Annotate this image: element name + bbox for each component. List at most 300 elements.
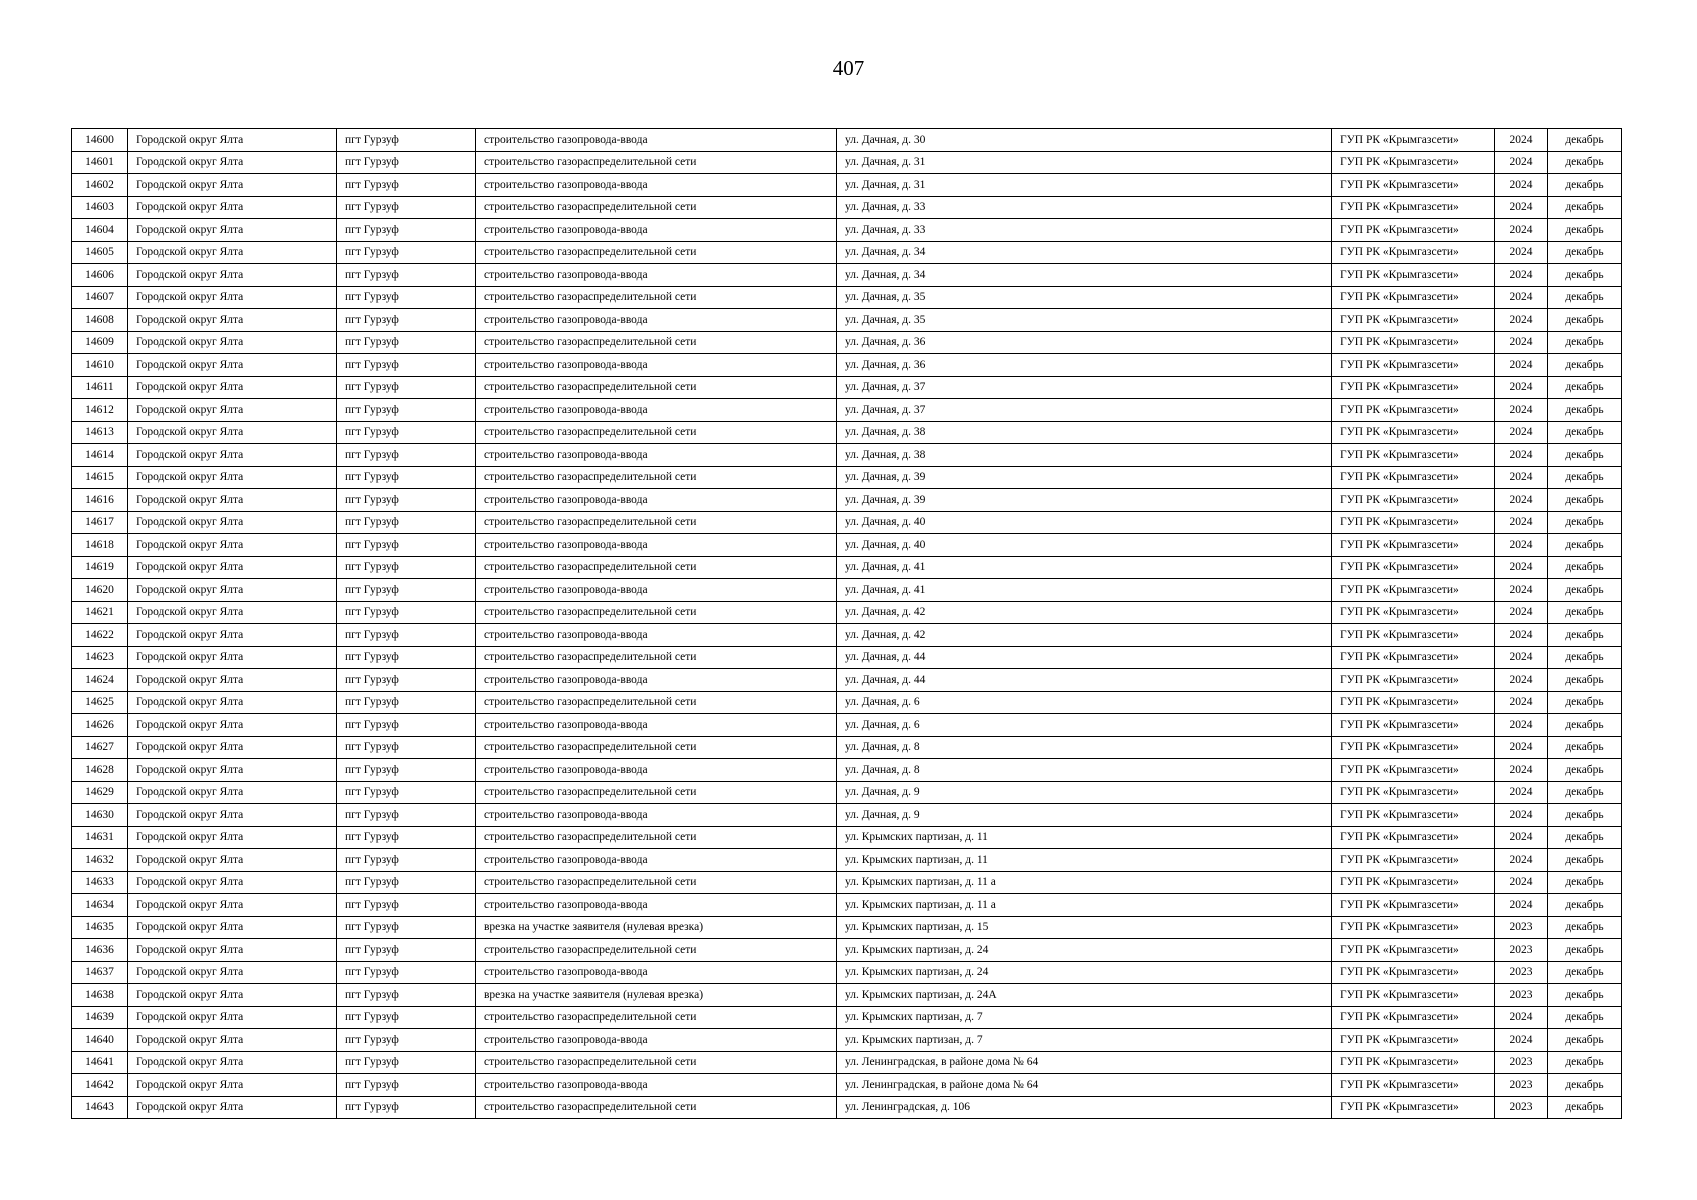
organization-cell: ГУП РК «Крымгазсети» bbox=[1332, 579, 1495, 602]
month-cell: декабрь bbox=[1548, 804, 1622, 827]
address-cell: ул. Дачная, д. 37 bbox=[837, 399, 1332, 422]
page-number: 407 bbox=[832, 56, 865, 80]
year-cell: 2024 bbox=[1495, 669, 1548, 692]
table-row bbox=[72, 736, 1622, 759]
work-type-cell: строительство газораспределительной сети bbox=[476, 556, 837, 579]
year-cell: 2024 bbox=[1495, 1006, 1548, 1029]
address-cell: ул. Дачная, д. 37 bbox=[837, 376, 1332, 399]
settlement-cell: пгт Гурзуф bbox=[337, 916, 476, 939]
work-type-cell: строительство газопровода-ввода bbox=[476, 579, 837, 602]
record-number-cell: 14619 bbox=[72, 556, 128, 579]
work-type-cell: строительство газопровода-ввода bbox=[476, 714, 837, 737]
year-cell: 2024 bbox=[1495, 219, 1548, 242]
month-cell: декабрь bbox=[1548, 849, 1622, 872]
table-row bbox=[72, 826, 1622, 849]
month-cell: декабрь bbox=[1548, 1074, 1622, 1097]
organization-cell: ГУП РК «Крымгазсети» bbox=[1332, 331, 1495, 354]
record-number-cell: 14601 bbox=[72, 151, 128, 174]
organization-cell: ГУП РК «Крымгазсети» bbox=[1332, 219, 1495, 242]
month-cell: декабрь bbox=[1548, 1029, 1622, 1052]
table-row bbox=[72, 444, 1622, 467]
address-cell: ул. Дачная, д. 30 bbox=[837, 129, 1332, 152]
district-cell: Городской округ Ялта bbox=[128, 309, 337, 332]
organization-cell: ГУП РК «Крымгазсети» bbox=[1332, 759, 1495, 782]
year-cell: 2024 bbox=[1495, 174, 1548, 197]
district-cell: Городской округ Ялта bbox=[128, 849, 337, 872]
district-cell: Городской округ Ялта bbox=[128, 736, 337, 759]
district-cell: Городской округ Ялта bbox=[128, 354, 337, 377]
table-row bbox=[72, 1096, 1622, 1119]
year-cell: 2024 bbox=[1495, 129, 1548, 152]
record-number-cell: 14629 bbox=[72, 781, 128, 804]
work-type-cell: строительство газопровода-ввода bbox=[476, 264, 837, 287]
record-number-cell: 14615 bbox=[72, 466, 128, 489]
year-cell: 2024 bbox=[1495, 646, 1548, 669]
settlement-cell: пгт Гурзуф bbox=[337, 1051, 476, 1074]
year-cell: 2024 bbox=[1495, 399, 1548, 422]
settlement-cell: пгт Гурзуф bbox=[337, 736, 476, 759]
organization-cell: ГУП РК «Крымгазсети» bbox=[1332, 1051, 1495, 1074]
year-cell: 2024 bbox=[1495, 151, 1548, 174]
district-cell: Городской округ Ялта bbox=[128, 241, 337, 264]
record-number-cell: 14632 bbox=[72, 849, 128, 872]
district-cell: Городской округ Ялта bbox=[128, 511, 337, 534]
address-cell: ул. Ленинградская, д. 106 bbox=[837, 1096, 1332, 1119]
settlement-cell: пгт Гурзуф bbox=[337, 534, 476, 557]
year-cell: 2024 bbox=[1495, 511, 1548, 534]
settlement-cell: пгт Гурзуф bbox=[337, 309, 476, 332]
table-row bbox=[72, 421, 1622, 444]
settlement-cell: пгт Гурзуф bbox=[337, 129, 476, 152]
year-cell: 2024 bbox=[1495, 444, 1548, 467]
record-number-cell: 14611 bbox=[72, 376, 128, 399]
organization-cell: ГУП РК «Крымгазсети» bbox=[1332, 984, 1495, 1007]
table-row bbox=[72, 579, 1622, 602]
settlement-cell: пгт Гурзуф bbox=[337, 399, 476, 422]
work-type-cell: строительство газораспределительной сети bbox=[476, 939, 837, 962]
table-row bbox=[72, 646, 1622, 669]
work-type-cell: строительство газораспределительной сети bbox=[476, 1051, 837, 1074]
work-type-cell: строительство газораспределительной сети bbox=[476, 151, 837, 174]
settlement-cell: пгт Гурзуф bbox=[337, 669, 476, 692]
address-cell: ул. Крымских партизан, д. 15 bbox=[837, 916, 1332, 939]
address-cell: ул. Крымских партизан, д. 11 bbox=[837, 826, 1332, 849]
month-cell: декабрь bbox=[1548, 579, 1622, 602]
settlement-cell: пгт Гурзуф bbox=[337, 331, 476, 354]
work-type-cell: строительство газопровода-ввода bbox=[476, 849, 837, 872]
record-number-cell: 14635 bbox=[72, 916, 128, 939]
year-cell: 2023 bbox=[1495, 916, 1548, 939]
year-cell: 2024 bbox=[1495, 264, 1548, 287]
organization-cell: ГУП РК «Крымгазсети» bbox=[1332, 421, 1495, 444]
organization-cell: ГУП РК «Крымгазсети» bbox=[1332, 444, 1495, 467]
address-cell: ул. Ленинградская, в районе дома № 64 bbox=[837, 1074, 1332, 1097]
address-cell: ул. Дачная, д. 40 bbox=[837, 534, 1332, 557]
record-number-cell: 14637 bbox=[72, 961, 128, 984]
settlement-cell: пгт Гурзуф bbox=[337, 219, 476, 242]
month-cell: декабрь bbox=[1548, 1051, 1622, 1074]
district-cell: Городской округ Ялта bbox=[128, 174, 337, 197]
work-type-cell: строительство газопровода-ввода bbox=[476, 624, 837, 647]
settlement-cell: пгт Гурзуф bbox=[337, 286, 476, 309]
table-row bbox=[72, 534, 1622, 557]
record-number-cell: 14609 bbox=[72, 331, 128, 354]
settlement-cell: пгт Гурзуф bbox=[337, 646, 476, 669]
district-cell: Городской округ Ялта bbox=[128, 331, 337, 354]
settlement-cell: пгт Гурзуф bbox=[337, 939, 476, 962]
address-cell: ул. Дачная, д. 42 bbox=[837, 601, 1332, 624]
address-cell: ул. Дачная, д. 41 bbox=[837, 579, 1332, 602]
table-row bbox=[72, 466, 1622, 489]
settlement-cell: пгт Гурзуф bbox=[337, 961, 476, 984]
month-cell: декабрь bbox=[1548, 759, 1622, 782]
district-cell: Городской округ Ялта bbox=[128, 624, 337, 647]
district-cell: Городской округ Ялта bbox=[128, 286, 337, 309]
table-row bbox=[72, 219, 1622, 242]
district-cell: Городской округ Ялта bbox=[128, 871, 337, 894]
organization-cell: ГУП РК «Крымгазсети» bbox=[1332, 1006, 1495, 1029]
month-cell: декабрь bbox=[1548, 354, 1622, 377]
organization-cell: ГУП РК «Крымгазсети» bbox=[1332, 309, 1495, 332]
table-row bbox=[72, 601, 1622, 624]
work-type-cell: строительство газораспределительной сети bbox=[476, 196, 837, 219]
year-cell: 2024 bbox=[1495, 826, 1548, 849]
settlement-cell: пгт Гурзуф bbox=[337, 444, 476, 467]
settlement-cell: пгт Гурзуф bbox=[337, 579, 476, 602]
work-type-cell: строительство газопровода-ввода bbox=[476, 1074, 837, 1097]
organization-cell: ГУП РК «Крымгазсети» bbox=[1332, 804, 1495, 827]
table-row bbox=[72, 511, 1622, 534]
month-cell: декабрь bbox=[1548, 984, 1622, 1007]
table-row bbox=[72, 894, 1622, 917]
month-cell: декабрь bbox=[1548, 871, 1622, 894]
settlement-cell: пгт Гурзуф bbox=[337, 714, 476, 737]
settlement-cell: пгт Гурзуф bbox=[337, 264, 476, 287]
table-row bbox=[72, 241, 1622, 264]
record-number-cell: 14614 bbox=[72, 444, 128, 467]
address-cell: ул. Дачная, д. 42 bbox=[837, 624, 1332, 647]
table-row bbox=[72, 849, 1622, 872]
year-cell: 2023 bbox=[1495, 1074, 1548, 1097]
year-cell: 2024 bbox=[1495, 579, 1548, 602]
month-cell: декабрь bbox=[1548, 376, 1622, 399]
table-row bbox=[72, 804, 1622, 827]
table-row bbox=[72, 399, 1622, 422]
record-number-cell: 14602 bbox=[72, 174, 128, 197]
year-cell: 2024 bbox=[1495, 736, 1548, 759]
year-cell: 2023 bbox=[1495, 1096, 1548, 1119]
district-cell: Городской округ Ялта bbox=[128, 534, 337, 557]
address-cell: ул. Дачная, д. 36 bbox=[837, 354, 1332, 377]
record-number-cell: 14608 bbox=[72, 309, 128, 332]
record-number-cell: 14624 bbox=[72, 669, 128, 692]
settlement-cell: пгт Гурзуф bbox=[337, 196, 476, 219]
district-cell: Городской округ Ялта bbox=[128, 219, 337, 242]
district-cell: Городской округ Ялта bbox=[128, 489, 337, 512]
record-number-cell: 14634 bbox=[72, 894, 128, 917]
work-type-cell: строительство газопровода-ввода bbox=[476, 961, 837, 984]
organization-cell: ГУП РК «Крымгазсети» bbox=[1332, 264, 1495, 287]
address-cell: ул. Дачная, д. 9 bbox=[837, 804, 1332, 827]
year-cell: 2024 bbox=[1495, 849, 1548, 872]
year-cell: 2023 bbox=[1495, 961, 1548, 984]
address-cell: ул. Дачная, д. 39 bbox=[837, 466, 1332, 489]
work-type-cell: строительство газопровода-ввода bbox=[476, 534, 837, 557]
year-cell: 2024 bbox=[1495, 804, 1548, 827]
record-number-cell: 14625 bbox=[72, 691, 128, 714]
work-type-cell: строительство газораспределительной сети bbox=[476, 646, 837, 669]
district-cell: Городской округ Ялта bbox=[128, 399, 337, 422]
work-type-cell: строительство газопровода-ввода bbox=[476, 129, 837, 152]
address-cell: ул. Дачная, д. 33 bbox=[837, 219, 1332, 242]
organization-cell: ГУП РК «Крымгазсети» bbox=[1332, 916, 1495, 939]
month-cell: декабрь bbox=[1548, 511, 1622, 534]
record-number-cell: 14606 bbox=[72, 264, 128, 287]
work-type-cell: строительство газопровода-ввода bbox=[476, 1029, 837, 1052]
settlement-cell: пгт Гурзуф bbox=[337, 511, 476, 534]
record-number-cell: 14643 bbox=[72, 1096, 128, 1119]
address-cell: ул. Крымских партизан, д. 7 bbox=[837, 1029, 1332, 1052]
record-number-cell: 14627 bbox=[72, 736, 128, 759]
settlement-cell: пгт Гурзуф bbox=[337, 601, 476, 624]
registry-body bbox=[72, 129, 1622, 1119]
table-row bbox=[72, 331, 1622, 354]
organization-cell: ГУП РК «Крымгазсети» bbox=[1332, 376, 1495, 399]
settlement-cell: пгт Гурзуф bbox=[337, 984, 476, 1007]
record-number-cell: 14600 bbox=[72, 129, 128, 152]
record-number-cell: 14628 bbox=[72, 759, 128, 782]
settlement-cell: пгт Гурзуф bbox=[337, 1029, 476, 1052]
district-cell: Городской округ Ялта bbox=[128, 826, 337, 849]
month-cell: декабрь bbox=[1548, 939, 1622, 962]
table-row bbox=[72, 1006, 1622, 1029]
address-cell: ул. Дачная, д. 8 bbox=[837, 736, 1332, 759]
settlement-cell: пгт Гурзуф bbox=[337, 849, 476, 872]
district-cell: Городской округ Ялта bbox=[128, 714, 337, 737]
record-number-cell: 14617 bbox=[72, 511, 128, 534]
table-row bbox=[72, 714, 1622, 737]
organization-cell: ГУП РК «Крымгазсети» bbox=[1332, 556, 1495, 579]
record-number-cell: 14641 bbox=[72, 1051, 128, 1074]
month-cell: декабрь bbox=[1548, 129, 1622, 152]
district-cell: Городской округ Ялта bbox=[128, 579, 337, 602]
work-type-cell: строительство газораспределительной сети bbox=[476, 421, 837, 444]
work-type-cell: строительство газораспределительной сети bbox=[476, 241, 837, 264]
organization-cell: ГУП РК «Крымгазсети» bbox=[1332, 871, 1495, 894]
organization-cell: ГУП РК «Крымгазсети» bbox=[1332, 1096, 1495, 1119]
district-cell: Городской округ Ялта bbox=[128, 781, 337, 804]
address-cell: ул. Дачная, д. 6 bbox=[837, 691, 1332, 714]
settlement-cell: пгт Гурзуф bbox=[337, 826, 476, 849]
year-cell: 2024 bbox=[1495, 309, 1548, 332]
district-cell: Городской округ Ялта bbox=[128, 129, 337, 152]
work-type-cell: строительство газораспределительной сети bbox=[476, 286, 837, 309]
year-cell: 2024 bbox=[1495, 1029, 1548, 1052]
table-row bbox=[72, 961, 1622, 984]
year-cell: 2024 bbox=[1495, 241, 1548, 264]
month-cell: декабрь bbox=[1548, 151, 1622, 174]
table-row bbox=[72, 174, 1622, 197]
organization-cell: ГУП РК «Крымгазсети» bbox=[1332, 241, 1495, 264]
district-cell: Городской округ Ялта bbox=[128, 916, 337, 939]
address-cell: ул. Дачная, д. 38 bbox=[837, 444, 1332, 467]
address-cell: ул. Крымских партизан, д. 11 а bbox=[837, 894, 1332, 917]
table-row bbox=[72, 354, 1622, 377]
table-row bbox=[72, 286, 1622, 309]
month-cell: декабрь bbox=[1548, 286, 1622, 309]
district-cell: Городской округ Ялта bbox=[128, 601, 337, 624]
organization-cell: ГУП РК «Крымгазсети» bbox=[1332, 646, 1495, 669]
work-type-cell: строительство газораспределительной сети bbox=[476, 601, 837, 624]
settlement-cell: пгт Гурзуф bbox=[337, 376, 476, 399]
settlement-cell: пгт Гурзуф bbox=[337, 871, 476, 894]
address-cell: ул. Дачная, д. 41 bbox=[837, 556, 1332, 579]
table-row bbox=[72, 759, 1622, 782]
record-number-cell: 14640 bbox=[72, 1029, 128, 1052]
organization-cell: ГУП РК «Крымгазсети» bbox=[1332, 714, 1495, 737]
record-number-cell: 14616 bbox=[72, 489, 128, 512]
settlement-cell: пгт Гурзуф bbox=[337, 466, 476, 489]
record-number-cell: 14603 bbox=[72, 196, 128, 219]
record-number-cell: 14633 bbox=[72, 871, 128, 894]
settlement-cell: пгт Гурзуф bbox=[337, 354, 476, 377]
month-cell: декабрь bbox=[1548, 421, 1622, 444]
work-type-cell: строительство газопровода-ввода bbox=[476, 489, 837, 512]
work-type-cell: строительство газопровода-ввода bbox=[476, 174, 837, 197]
month-cell: декабрь bbox=[1548, 624, 1622, 647]
record-number-cell: 14636 bbox=[72, 939, 128, 962]
settlement-cell: пгт Гурзуф bbox=[337, 556, 476, 579]
address-cell: ул. Дачная, д. 39 bbox=[837, 489, 1332, 512]
year-cell: 2024 bbox=[1495, 624, 1548, 647]
district-cell: Городской округ Ялта bbox=[128, 894, 337, 917]
settlement-cell: пгт Гурзуф bbox=[337, 489, 476, 512]
settlement-cell: пгт Гурзуф bbox=[337, 781, 476, 804]
record-number-cell: 14605 bbox=[72, 241, 128, 264]
work-type-cell: строительство газопровода-ввода bbox=[476, 759, 837, 782]
year-cell: 2024 bbox=[1495, 759, 1548, 782]
month-cell: декабрь bbox=[1548, 714, 1622, 737]
district-cell: Городской округ Ялта bbox=[128, 466, 337, 489]
organization-cell: ГУП РК «Крымгазсети» bbox=[1332, 1029, 1495, 1052]
year-cell: 2024 bbox=[1495, 421, 1548, 444]
table-row bbox=[72, 196, 1622, 219]
month-cell: декабрь bbox=[1548, 669, 1622, 692]
work-type-cell: строительство газопровода-ввода bbox=[476, 669, 837, 692]
organization-cell: ГУП РК «Крымгазсети» bbox=[1332, 669, 1495, 692]
settlement-cell: пгт Гурзуф bbox=[337, 241, 476, 264]
table-row bbox=[72, 1051, 1622, 1074]
year-cell: 2024 bbox=[1495, 489, 1548, 512]
month-cell: декабрь bbox=[1548, 444, 1622, 467]
record-number-cell: 14639 bbox=[72, 1006, 128, 1029]
organization-cell: ГУП РК «Крымгазсети» bbox=[1332, 961, 1495, 984]
record-number-cell: 14610 bbox=[72, 354, 128, 377]
work-type-cell: строительство газораспределительной сети bbox=[476, 466, 837, 489]
address-cell: ул. Ленинградская, в районе дома № 64 bbox=[837, 1051, 1332, 1074]
settlement-cell: пгт Гурзуф bbox=[337, 691, 476, 714]
organization-cell: ГУП РК «Крымгазсети» bbox=[1332, 286, 1495, 309]
month-cell: декабрь bbox=[1548, 961, 1622, 984]
organization-cell: ГУП РК «Крымгазсети» bbox=[1332, 939, 1495, 962]
table-row bbox=[72, 984, 1622, 1007]
year-cell: 2024 bbox=[1495, 196, 1548, 219]
work-type-cell: строительство газораспределительной сети bbox=[476, 511, 837, 534]
year-cell: 2023 bbox=[1495, 939, 1548, 962]
month-cell: декабрь bbox=[1548, 826, 1622, 849]
record-number-cell: 14642 bbox=[72, 1074, 128, 1097]
work-type-cell: строительство газопровода-ввода bbox=[476, 444, 837, 467]
record-number-cell: 14612 bbox=[72, 399, 128, 422]
address-cell: ул. Дачная, д. 35 bbox=[837, 309, 1332, 332]
year-cell: 2023 bbox=[1495, 984, 1548, 1007]
address-cell: ул. Дачная, д. 34 bbox=[837, 241, 1332, 264]
month-cell: декабрь bbox=[1548, 466, 1622, 489]
work-type-cell: строительство газораспределительной сети bbox=[476, 871, 837, 894]
organization-cell: ГУП РК «Крымгазсети» bbox=[1332, 736, 1495, 759]
address-cell: ул. Крымских партизан, д. 7 bbox=[837, 1006, 1332, 1029]
year-cell: 2024 bbox=[1495, 376, 1548, 399]
year-cell: 2024 bbox=[1495, 871, 1548, 894]
settlement-cell: пгт Гурзуф bbox=[337, 174, 476, 197]
organization-cell: ГУП РК «Крымгазсети» bbox=[1332, 174, 1495, 197]
address-cell: ул. Дачная, д. 40 bbox=[837, 511, 1332, 534]
district-cell: Городской округ Ялта bbox=[128, 151, 337, 174]
district-cell: Городской округ Ялта bbox=[128, 804, 337, 827]
month-cell: декабрь bbox=[1548, 691, 1622, 714]
address-cell: ул. Дачная, д. 6 bbox=[837, 714, 1332, 737]
district-cell: Городской округ Ялта bbox=[128, 264, 337, 287]
work-type-cell: строительство газопровода-ввода bbox=[476, 399, 837, 422]
district-cell: Городской округ Ялта bbox=[128, 691, 337, 714]
address-cell: ул. Дачная, д. 35 bbox=[837, 286, 1332, 309]
address-cell: ул. Дачная, д. 44 bbox=[837, 669, 1332, 692]
organization-cell: ГУП РК «Крымгазсети» bbox=[1332, 894, 1495, 917]
organization-cell: ГУП РК «Крымгазсети» bbox=[1332, 534, 1495, 557]
record-number-cell: 14621 bbox=[72, 601, 128, 624]
month-cell: декабрь bbox=[1548, 174, 1622, 197]
month-cell: декабрь bbox=[1548, 601, 1622, 624]
year-cell: 2023 bbox=[1495, 1051, 1548, 1074]
table-row bbox=[72, 556, 1622, 579]
address-cell: ул. Дачная, д. 9 bbox=[837, 781, 1332, 804]
district-cell: Городской округ Ялта bbox=[128, 421, 337, 444]
table-row bbox=[72, 129, 1622, 152]
organization-cell: ГУП РК «Крымгазсети» bbox=[1332, 1074, 1495, 1097]
year-cell: 2024 bbox=[1495, 331, 1548, 354]
table-row bbox=[72, 871, 1622, 894]
month-cell: декабрь bbox=[1548, 241, 1622, 264]
work-type-cell: строительство газораспределительной сети bbox=[476, 736, 837, 759]
month-cell: декабрь bbox=[1548, 646, 1622, 669]
organization-cell: ГУП РК «Крымгазсети» bbox=[1332, 601, 1495, 624]
organization-cell: ГУП РК «Крымгазсети» bbox=[1332, 781, 1495, 804]
work-type-cell: строительство газораспределительной сети bbox=[476, 331, 837, 354]
settlement-cell: пгт Гурзуф bbox=[337, 894, 476, 917]
organization-cell: ГУП РК «Крымгазсети» bbox=[1332, 849, 1495, 872]
organization-cell: ГУП РК «Крымгазсети» bbox=[1332, 129, 1495, 152]
month-cell: декабрь bbox=[1548, 489, 1622, 512]
year-cell: 2024 bbox=[1495, 691, 1548, 714]
settlement-cell: пгт Гурзуф bbox=[337, 624, 476, 647]
table-row bbox=[72, 781, 1622, 804]
record-number-cell: 14622 bbox=[72, 624, 128, 647]
organization-cell: ГУП РК «Крымгазсети» bbox=[1332, 826, 1495, 849]
district-cell: Городской округ Ялта bbox=[128, 1029, 337, 1052]
settlement-cell: пгт Гурзуф bbox=[337, 151, 476, 174]
month-cell: декабрь bbox=[1548, 196, 1622, 219]
record-number-cell: 14630 bbox=[72, 804, 128, 827]
